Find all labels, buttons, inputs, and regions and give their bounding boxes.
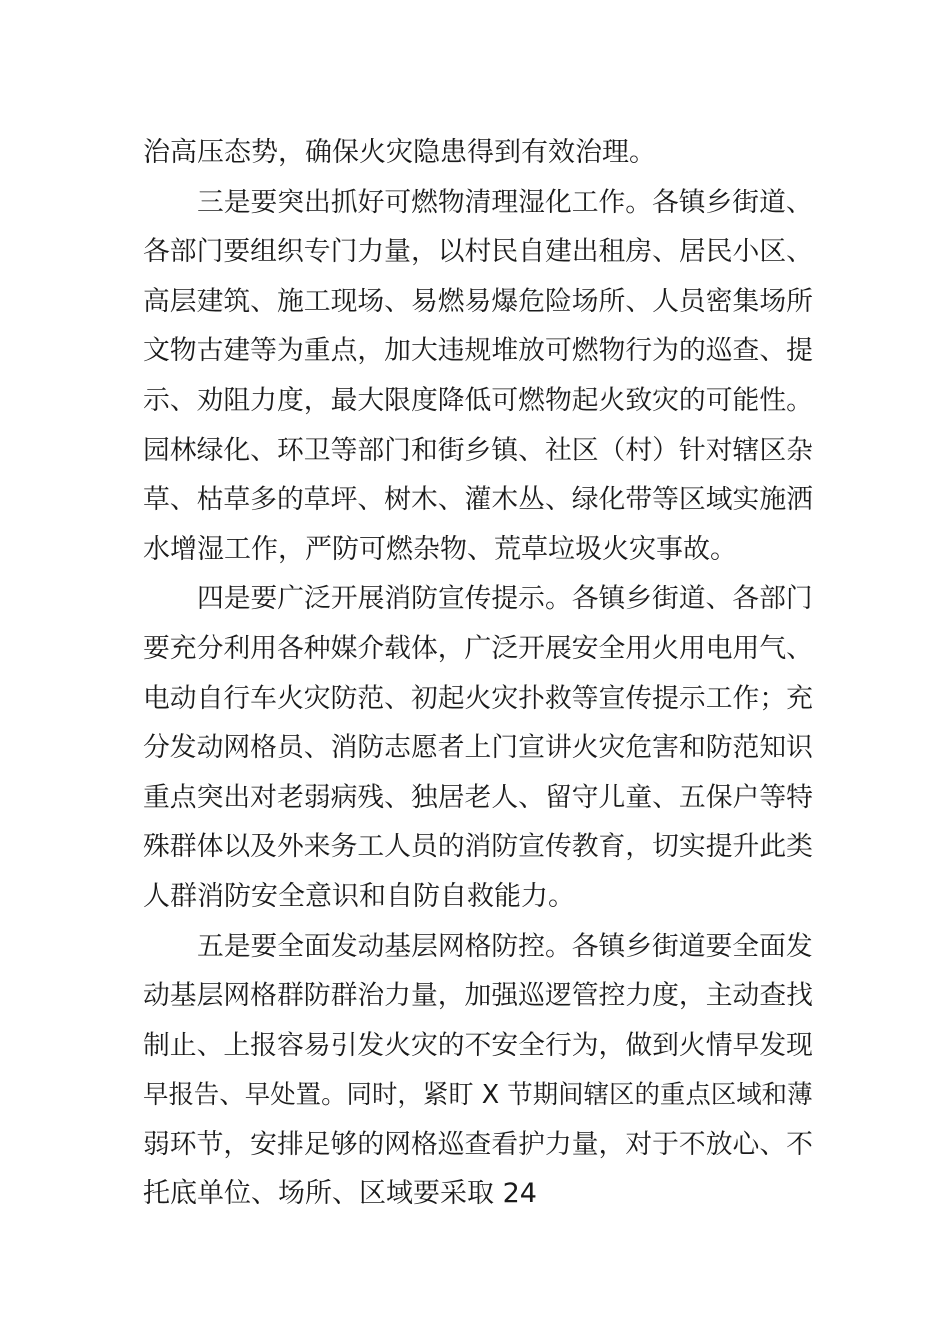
paragraph-first-line: 四是要广泛开展消防宣传提示。各镇乡街道、各部门 <box>197 583 813 615</box>
body-text <box>143 128 813 1219</box>
text-line: 早报告、早处置。同时，紧盯 X 节期间辖区的重点区域和薄 <box>143 1079 813 1110</box>
text-line: 要充分利用各种媒介载体，广泛开展安全用火用电用气、 <box>143 632 813 664</box>
text-line: 各部门要组织专门力量，以村民自建出租房、居民小区、 <box>143 236 813 268</box>
text-line: 弱环节，安排足够的网格巡查看护力量，对于不放心、不 <box>143 1128 813 1160</box>
text-line: 人群消防安全意识和自防自救能力。 <box>143 880 575 912</box>
text-line: 治高压态势，确保火灾隐患得到有效治理。 <box>143 137 656 168</box>
paragraph-first-line: 三是要突出抓好可燃物清理湿化工作。各镇乡街道、 <box>197 186 813 218</box>
text-line: 分发动网格员、消防志愿者上门宣讲火灾危害和防范知识 <box>143 732 813 764</box>
text-line: 文物古建等为重点，加大违规堆放可燃物行为的巡查、提 <box>143 335 813 367</box>
paragraph-first-line: 五是要全面发动基层网格防控。各镇乡街道要全面发 <box>197 930 813 962</box>
text-line: 电动自行车火灾防范、初起火灾扑救等宣传提示工作；充 <box>143 682 813 714</box>
text-line: 托底单位、场所、区域要采取 24 <box>143 1178 537 1210</box>
text-line: 殊群体以及外来务工人员的消防宣传教育，切实提升此类 <box>143 831 813 863</box>
text-line: 草、枯草多的草坪、树木、灌木丛、绿化带等区域实施洒 <box>143 484 813 516</box>
text-line: 动基层网格群防群治力量，加强巡逻管控力度，主动查找 <box>143 980 813 1012</box>
text-line: 园林绿化、环卫等部门和街乡镇、社区（村）针对辖区杂 <box>143 434 813 466</box>
text-line: 高层建筑、施工现场、易燃易爆危险场所、人员密集场所 <box>143 285 813 317</box>
text-line: 制止、上报容易引发火灾的不安全行为，做到火情早发现 <box>143 1029 813 1061</box>
text-line: 水增湿工作，严防可燃杂物、荒草垃圾火灾事故。 <box>143 533 737 565</box>
text-line: 示、劝阻力度，最大限度降低可燃物起火致灾的可能性。 <box>143 384 813 416</box>
text-line: 重点突出对老弱病残、独居老人、留守儿童、五保户等特 <box>143 781 813 813</box>
